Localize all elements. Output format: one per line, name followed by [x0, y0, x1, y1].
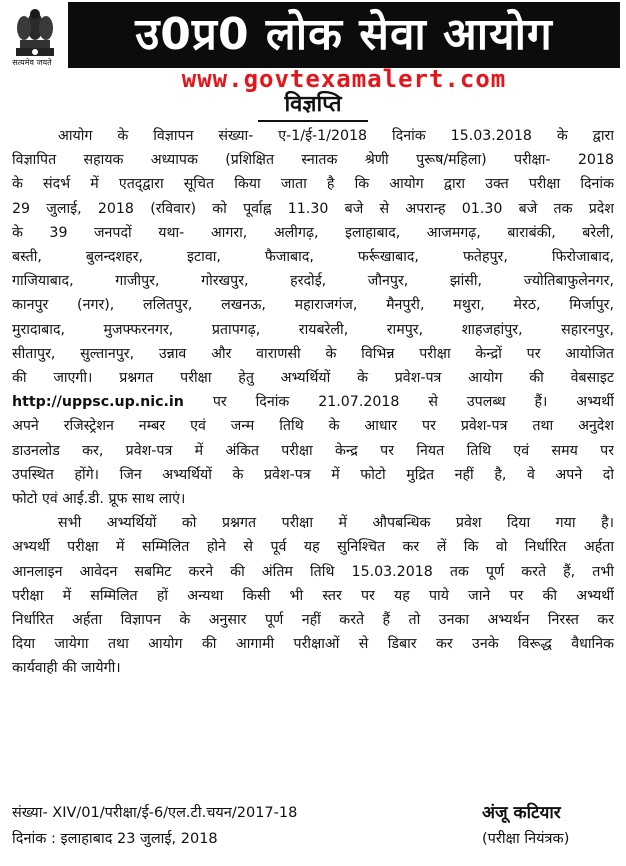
body-line: आयोग के विज्ञापन संख्या- ए-1/ई-1/2018 दिनांक 15.03.2018 के द्वारा: [58, 128, 614, 144]
website-watermark: www.govtexamalert.com: [181, 65, 507, 93]
reference-number: संख्या- XIV/01/परीक्षा/ई-6/एल.टी.चयन/2017-18: [12, 805, 298, 821]
website-link[interactable]: http://uppsc.up.nic.in: [12, 394, 184, 411]
signatory-name: अंजू कटियार: [482, 803, 561, 823]
signatory-designation: (परीक्षा नियंत्रक): [482, 831, 570, 847]
body-line: निर्धारित अर्हता विज्ञापन के अनुसार पूर्ण नहीं करते हैं तो उनका अभ्यर्थन निरस्त कर: [12, 612, 614, 629]
body-line: के 39 जनपदों यथा- आगरा, अलीगढ़, इलाहाबाद, आजमगढ़, बाराबंकी, बरेली,: [12, 224, 614, 241]
body-line: उपस्थित होंगे। जिन अभ्यर्थियों के प्रवेश-पत्र में फोटो मुद्रित नहीं है, वे अपने दो: [12, 466, 614, 483]
body-line: सीतापुर, सुल्तानपुर, उन्नाव और वाराणसी के विभिन्न परीक्षा केन्द्रों पर आयोजित: [12, 345, 614, 362]
body-line: कानपुर (नगर), ललितपुर, लखनऊ, महाराजगंज, मैनपुरी, मथुरा, मेरठ, मिर्जापुर,: [12, 297, 614, 314]
body-line: के संदर्भ में एतद्‌द्वारा सूचित किया जाता है कि आयोग द्वारा उक्त परीक्षा दिनांक: [12, 176, 614, 193]
body-line: कार्यवाही की जायेगी।: [12, 660, 121, 677]
body-line: अपने रजिस्ट्रेशन नम्बर एवं जन्म तिथि के आधार पर प्रवेश-पत्र तथा अनुदेश: [12, 418, 614, 435]
body-line: दिया जायेगा तथा आयोग की आगामी परीक्षाओं से डिबार कर उनके विरूद्ध वैधानिक: [12, 636, 614, 653]
body-line: सभी अभ्यर्थियों को प्रश्नगत परीक्षा में औपबन्धिक प्रवेश दिया गया है।: [58, 515, 614, 532]
body-line: अभ्यर्थी परीक्षा में सम्मिलित होने से पूर्व यह सुनिश्चित कर लें कि वो निर्धारित अर्हता: [12, 539, 614, 556]
body-line: बस्ती, बुलन्दशहर, इटावा, फैजाबाद, फर्रूखाबाद, फतेहपुर, फिरोजाबाद,: [12, 249, 614, 266]
page-title: उ0प्र0 लोक सेवा आयोग: [68, 2, 620, 68]
issue-date: दिनांक : इलाहाबाद 23 जुलाई, 2018: [12, 831, 218, 847]
url-line-text: पर दिनांक 21.07.2018 से उपलब्ध हैं। अभ्यर्थी: [212, 394, 614, 411]
body-line: 29 जुलाई, 2018 (रविवार) को पूर्वाह्न 11.30 बजे से अपरान्ह 01.30 बजे तक प्रदेश: [12, 200, 614, 217]
body-line: गाजियाबाद, गाजीपुर, गोरखपुर, हरदोई, जौनपुर, झांसी, ज्योतिबाफुलेनगर,: [12, 273, 614, 290]
notice-body: [12, 124, 614, 681]
body-line: परीक्षा में सम्मिलित हों अन्यथा किसी भी स्तर पर यह पाये जाने पर की अभ्यर्थी: [12, 587, 614, 604]
emblem-caption: सत्यमेव जयते: [12, 58, 52, 67]
body-line: की जाएगी। प्रश्नगत परीक्षा हेतु अभ्यर्थियों के प्रवेश-पत्र आयोग की वेबसाइट: [12, 370, 614, 387]
body-line: डाउनलोड कर, प्रवेश-पत्र में अंकित परीक्षा केन्द्र पर नियत तिथि एवं समय पर: [12, 442, 614, 459]
body-line: विज्ञापित सहायक अध्यापक (प्रशिक्षित स्नातक श्रेणी पुरूष/महिला) परीक्षा- 2018: [12, 152, 614, 169]
body-line: फोटो एवं आई.डी. प्रूफ साथ लाएं।: [12, 491, 186, 508]
body-line: मुरादाबाद, मुजफ्फरनगर, प्रतापगढ़, रायबरेली, रामपुर, शाहजहांपुर, सहारनपुर,: [12, 321, 614, 338]
footer-reference-block: [12, 800, 432, 852]
signatory-block: [482, 800, 622, 852]
body-line-url: [12, 390, 614, 414]
body-line: आनलाइन आवेदन सबमिट करने की अंतिम तिथि 15.03.2018 तक पूर्ण करते हैं, तभी: [12, 563, 614, 580]
notice-heading: विज्ञप्ति: [258, 90, 368, 122]
